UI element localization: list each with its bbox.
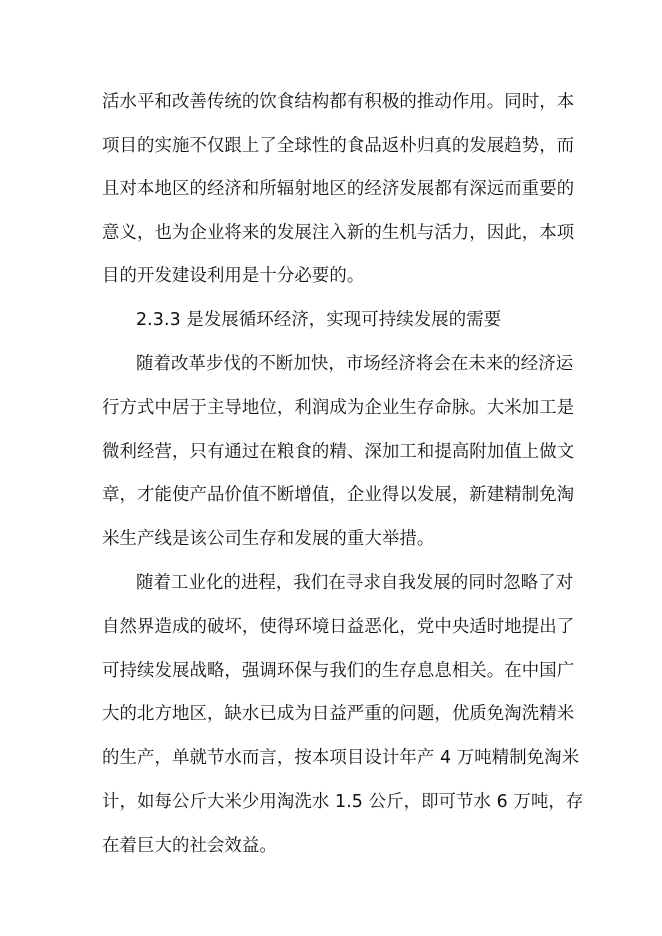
paragraph-line: 米生产线是该公司生存和发展的重大举措。	[102, 529, 435, 549]
paragraph-line: 计，如每公斤大米少用淘洗水 1.5 公斤，即可节水 6 万吨，存	[102, 792, 584, 812]
paragraph-line: 在着巨大的社会效益。	[102, 836, 277, 856]
paragraph-line: 章，才能使产品价值不断增值，企业得以发展，新建精制免淘	[102, 485, 575, 505]
section-heading: 2.3.3 是发展循环经济，实现可持续发展的需要	[136, 310, 502, 330]
paragraph-line: 微利经营，只有通过在粮食的精、深加工和提高附加值上做文	[102, 442, 575, 462]
paragraph-line: 行方式中居于主导地位，利润成为企业生存命脉。大米加工是	[102, 398, 575, 418]
paragraph-line: 随着工业化的进程，我们在寻求自我发展的同时忽略了对	[136, 573, 574, 593]
paragraph-line: 随着改革步伐的不断加快，市场经济将会在未来的经济运	[136, 354, 574, 374]
paragraph-line: 活水平和改善传统的饮食结构都有积极的推动作用。同时，本	[102, 92, 575, 112]
paragraph-line: 意义，也为企业将来的发展注入新的生机与活力，因此，本项	[102, 223, 575, 243]
paragraph-line: 且对本地区的经济和所辐射地区的经济发展都有深远而重要的	[102, 179, 575, 199]
paragraph-line: 目的开发建设利用是十分必要的。	[102, 266, 365, 286]
paragraph-line: 可持续发展战略，强调环保与我们的生存息息相关。在中国广	[102, 661, 575, 681]
paragraph-line: 自然界造成的破坏，使得环境日益恶化，党中央适时地提出了	[102, 617, 575, 637]
paragraph-line: 大的北方地区，缺水已成为日益严重的问题，优质免淘洗精米	[102, 704, 575, 724]
paragraph-line: 项目的实施不仅跟上了全球性的食品返朴归真的发展趋势，而	[102, 136, 575, 156]
paragraph-line: 的生产，单就节水而言，按本项目设计年产 4 万吨精制免淘米	[102, 748, 580, 768]
